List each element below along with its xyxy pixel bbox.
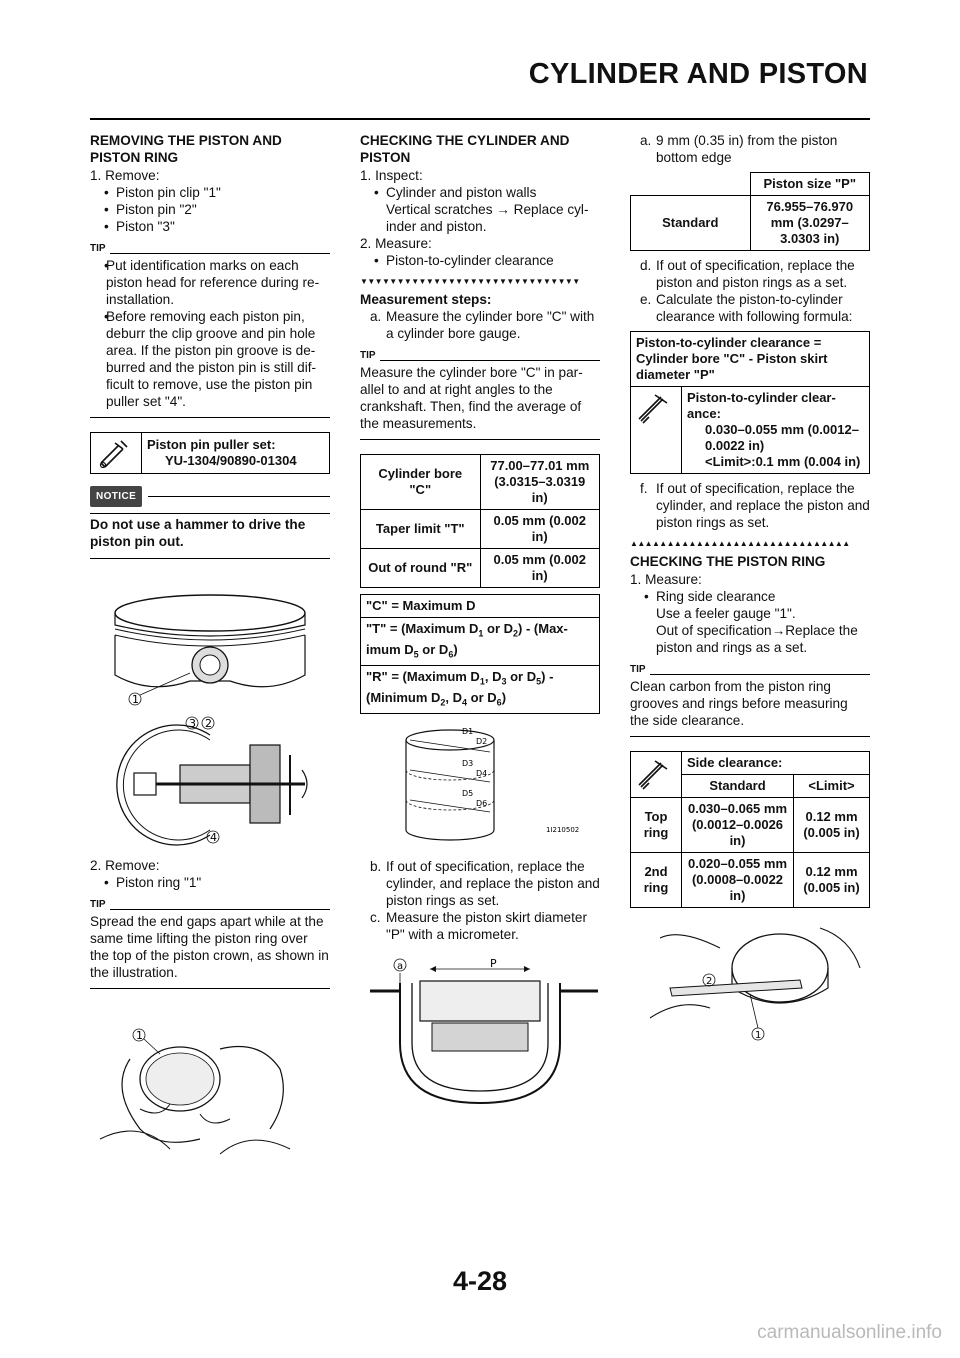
tip-block [630, 666, 870, 737]
diagram-label: D4 [476, 769, 488, 779]
tip-item: • Put identification marks on each piston head for reference during re-installation. [90, 257, 330, 308]
diagram-label: D3 [462, 759, 474, 769]
step-remove-1: 1. Remove: [90, 168, 160, 183]
fig-label-2: 2 [706, 976, 713, 987]
clearance-title: Piston-to-cylinder clear-ance: [687, 390, 836, 421]
watermark: carmanualsonline.info [757, 1322, 942, 1343]
fig-label-3: 3 [189, 717, 196, 730]
side-clearance-table [630, 751, 870, 908]
tool-icon-cell [91, 433, 142, 474]
label-p: P [490, 957, 497, 971]
formula-box: Piston-to-cylinder clearance = Cylinder bore "C" - Piston skirt diameter "P" [631, 332, 870, 387]
micrometer-figure [360, 953, 600, 1123]
ring-limit: 0.12 mm (0.005 in) [794, 798, 870, 853]
ring-standard: 0.020–0.055 mm (0.0008–0.0022 in) [682, 853, 794, 908]
gauge-icon-cell [631, 387, 682, 474]
tool-spec-text [142, 433, 330, 474]
step-e: e. Calculate the piston-to-cylinder clearance with following formula: [640, 292, 853, 324]
tip-label: TIP [360, 350, 376, 361]
tip-label: TIP [630, 664, 646, 675]
tip-item: • Before removing each piston pin, deburr the clip groove and pin hole area. If the piston pin groove is de-burred and the piston pin is still dif-ficult to remove, use the piston pin puller set "4". [90, 308, 330, 410]
step-text: Measure the cylinder bore "C" with a cylinder bore gauge. [386, 309, 595, 341]
step-measure: 2. Measure: [360, 236, 432, 251]
ring-name: 2nd ring [631, 853, 682, 908]
table-row [631, 798, 870, 853]
step-b: b. If out of specification, replace the cylinder, and replace the piston and piston rings as set. [370, 859, 600, 909]
tool-value: YU-1304/90890-01304 [165, 453, 297, 468]
clearance-spec [682, 387, 870, 474]
diagram-label: D5 [462, 789, 474, 799]
step-f: f. If out of specification, replace the cylinder, and replace the piston and piston rings as set. [640, 481, 870, 530]
table-row [631, 853, 870, 908]
table-row [361, 455, 600, 510]
table-row [631, 196, 870, 251]
tip-text: Spread the end gaps apart while at the same time lifting the piston ring over the top of the piston crown, as shown in the illustration. [90, 914, 329, 980]
ring-name: Top ring [631, 798, 682, 853]
formula-r: "R" = (Maximum $D_1$, $D_3$ or $D_5$) - (Minimum $D_2$, $D_4$ or $D_6$) [361, 666, 600, 714]
standard-label: Standard [631, 196, 751, 251]
cell-value: 0.05 mm (0.002 in) [480, 510, 600, 549]
diagram-label: D6 [476, 799, 488, 809]
list-item: • Cylinder and piston walls [360, 184, 600, 201]
ring-removal-figure [90, 999, 330, 1169]
formula-c: "C" = Maximum D [361, 595, 600, 618]
list-item: • Piston-to-cylinder clearance [360, 252, 600, 269]
tool-title: Piston pin puller set: [147, 437, 276, 452]
header-standard: Standard [682, 775, 794, 798]
cylinder-bore-diagram [360, 722, 600, 850]
list-item: • Piston ring "1" [90, 874, 330, 891]
side-clearance-title: Side clearance: [682, 752, 870, 775]
header-limit: <Limit> [794, 775, 870, 798]
clearance-value: 0.030–0.055 mm (0.0012–0.0022 in) [705, 422, 859, 453]
step-remove-2: 2. Remove: [90, 858, 160, 873]
column-left [90, 132, 330, 1169]
gauge-icon [633, 389, 675, 429]
measure-line: Use a feeler gauge "1". [656, 606, 796, 621]
gauge-icon [633, 755, 675, 795]
fig-label-1: 1 [136, 1029, 143, 1042]
column-right [630, 132, 870, 1058]
measure-line: Out of specification→Replace the piston and rings as a set. [656, 623, 858, 655]
list-item: • Ring side clearance [630, 588, 870, 605]
cell-label: Cylinder bore "C" [361, 455, 481, 510]
piston-removal-figure [90, 565, 330, 855]
table-row [361, 510, 600, 549]
page-title: CYLINDER AND PISTON [528, 58, 868, 90]
standard-value: 76.955–76.970 mm (3.0297–3.0303 in) [750, 196, 870, 251]
steps-end-marker: ▲▲▲▲▲▲▲▲▲▲▲▲▲▲▲▲▲▲▲▲▲▲▲▲▲▲▲▲▲▲ [630, 539, 850, 548]
fig-label-4: 4 [210, 831, 217, 844]
tip-text: Measure the cylinder bore "C" in par-allel to and at right angles to the crankshaft. Then, find the average of the measurements. [360, 365, 583, 431]
step-inspect: 1. Inspect: [360, 168, 423, 183]
notice-header [90, 486, 330, 507]
header-rule [90, 118, 870, 120]
section-title-checking: CHECKING THE CYLINDER AND PISTON [360, 133, 570, 165]
fig-label-2: 2 [205, 717, 212, 730]
step-d: d. If out of specification, replace the piston and piston rings as a set. [640, 258, 855, 290]
cell-label: Taper limit "T" [361, 510, 481, 549]
inspect-detail: Vertical scratches → Replace cyl-inder and piston. [386, 202, 589, 234]
section-title-removing: REMOVING THE PISTON AND PISTON RING [90, 133, 282, 165]
tip-block [360, 352, 600, 440]
measurement-steps-heading: Measurement steps: [360, 292, 492, 307]
clearance-formula-table [630, 331, 870, 474]
step-a [360, 308, 600, 342]
puller-tool-icon [93, 435, 135, 471]
diagram-label: D1 [462, 727, 474, 737]
column-middle [360, 132, 600, 1123]
ring-limit: 0.12 mm (0.005 in) [794, 853, 870, 908]
tool-spec-table [90, 432, 330, 474]
list-item: • Piston "3" [90, 218, 330, 235]
tip-text: Clean carbon from the piston ring grooves and rings before measuring the side clearance. [630, 679, 848, 728]
cell-label: Out of round "R" [361, 549, 481, 588]
section-title-ring: CHECKING THE PISTON RING [630, 554, 826, 569]
tip-label: TIP [90, 243, 106, 254]
step-a: a. 9 mm (0.35 in) from the piston bottom edge [640, 133, 838, 165]
steps-start-marker: ▼▼▼▼▼▼▼▼▼▼▼▼▼▼▼▼▼▼▼▼▼▼▼▼▼▼▼▼▼▼ [360, 277, 580, 286]
piston-size-table [630, 172, 870, 251]
feeler-gauge-figure [630, 918, 870, 1058]
table-row [361, 549, 600, 588]
cell-value: 77.00–77.01 mm (3.0315–3.0319 in) [480, 455, 600, 510]
page-number: 4-28 [452, 1266, 508, 1296]
diagram-label: D2 [476, 737, 488, 747]
gauge-icon-cell [631, 752, 682, 798]
formula-table [360, 594, 600, 714]
notice-text: Do not use a hammer to drive the piston pin out. [90, 513, 330, 550]
step-c: c. Measure the piston skirt diameter "P" with a micrometer. [370, 910, 587, 943]
clearance-limit: <Limit>:0.1 mm (0.004 in) [705, 454, 861, 469]
fig-label-1: 1 [132, 693, 139, 706]
cell-value: 0.05 mm (0.002 in) [480, 549, 600, 588]
step-key: a. [370, 309, 382, 324]
formula-t: "T" = (Maximum $D_1$ or $D_2$) - (Max-imum $D_5$ or $D_6$) [361, 618, 600, 666]
ring-standard: 0.030–0.065 mm (0.0012–0.0026 in) [682, 798, 794, 853]
list-item: • Piston pin clip "1" [90, 184, 330, 201]
cylinder-spec-table [360, 454, 600, 588]
notice-badge: NOTICE [90, 486, 142, 507]
piston-size-header: Piston size "P" [750, 173, 870, 196]
tip-label: TIP [90, 899, 106, 910]
fig-label-1: 1 [755, 1030, 762, 1041]
label-a: a [397, 961, 404, 973]
table-row [631, 173, 870, 196]
diagram-code: 1I210502 [546, 826, 580, 835]
list-item: • Piston pin "2" [90, 201, 330, 218]
step-measure: 1. Measure: [630, 572, 702, 587]
tip-block [90, 245, 330, 418]
tip-block-2 [90, 901, 330, 989]
